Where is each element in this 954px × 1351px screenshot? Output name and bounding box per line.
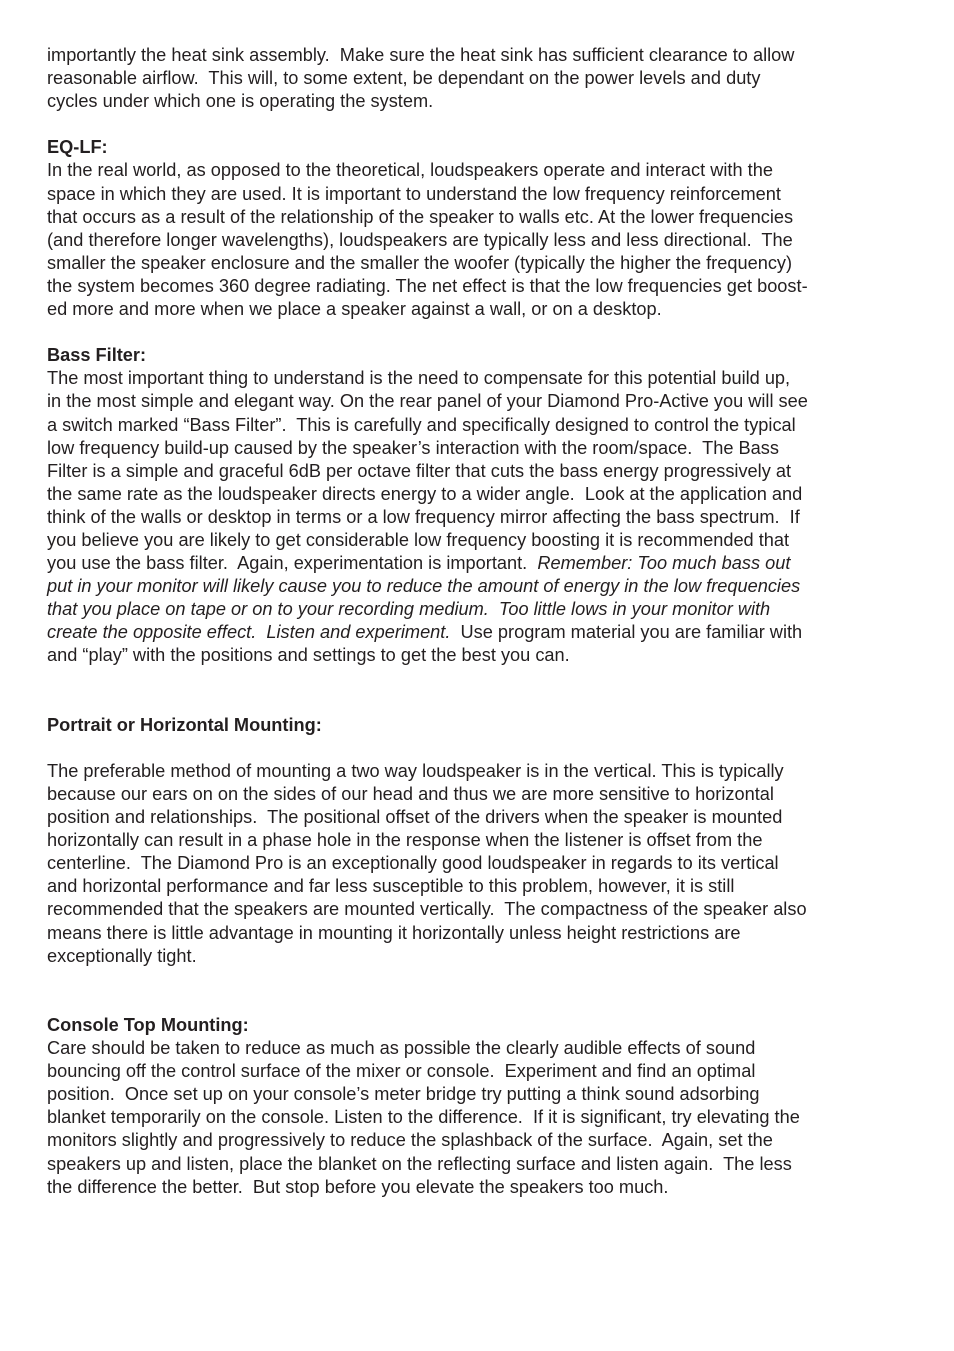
text-line: bouncing off the control surface of the mixer or console. Experiment and find an optimal (47, 1061, 756, 1082)
paragraph-spacer (47, 113, 877, 136)
section-heading: Console Top Mounting: (47, 1014, 249, 1035)
text-line: speakers up and listen, place the blanket on the reflecting surface and listen again. The less (47, 1153, 792, 1174)
text-line: you believe you are likely to get considerable low frequency boosting it is recommended that (47, 529, 790, 550)
text-line: that occurs as a result of the relationship of the speaker to walls etc. At the lower frequencies (47, 206, 794, 227)
italic-note: Remember: Too much bass out (537, 553, 791, 574)
text-line: means there is little advantage in mounting it horizontally unless height restrictions are (47, 922, 741, 943)
text-line: Care should be taken to reduce as much as possible the clearly audible effects of sound (47, 1038, 756, 1059)
text-line: centerline. The Diamond Pro is an exceptionally good loudspeaker in regards to its vertical (47, 853, 779, 874)
text-line: blanket temporarily on the console. Listen to the difference. If it is significant, try elevating the (47, 1107, 800, 1128)
text-line: a switch marked “Bass Filter”. This is carefully and specifically designed to control the typical (47, 414, 796, 435)
text-line: In the real world, as opposed to the theoretical, loudspeakers operate and interact with the (47, 160, 773, 181)
text-line: space in which they are used. It is important to understand the low frequency reinforcement (47, 183, 781, 204)
text-line: recommended that the speakers are mounted vertically. The compactness of the speaker also (47, 899, 807, 920)
text-line: position. Once set up on your console’s meter bridge try putting a think sound adsorbing (47, 1084, 760, 1105)
text-line: and horizontal performance and far less susceptible to this problem, however, it is still (47, 876, 735, 897)
text-line: the system becomes 360 degree radiating. The net effect is that the low frequencies get boost- (47, 275, 808, 296)
text-line: monitors slightly and progressively to reduce the splashback of the surface. Again, set the (47, 1130, 773, 1151)
text-line: cycles under which one is operating the system. (47, 91, 434, 112)
text-line: reasonable airflow. This will, to some extent, be dependant on the power levels and duty (47, 68, 761, 89)
text-line: The preferable method of mounting a two way loudspeaker is in the vertical. This is typically (47, 760, 784, 781)
text-line: position and relationships. The positional offset of the drivers when the speaker is mounted (47, 807, 783, 828)
document-page (47, 44, 877, 1199)
text-run: you use the bass filter. Again, experimentation is important. (47, 553, 538, 574)
paragraph-spacer (47, 321, 877, 344)
paragraph-spacer (47, 737, 877, 760)
text-line: importantly the heat sink assembly. Make sure the heat sink has sufficient clearance to allow (47, 45, 795, 65)
paragraph-spacer (47, 668, 877, 714)
text-line: Filter is a simple and graceful 6dB per octave filter that cuts the bass energy progressively at (47, 460, 792, 481)
text-line (47, 621, 877, 644)
text-line: and “play” with the positions and settings to get the best you can. (47, 645, 570, 666)
text-line: The most important thing to understand is the need to compensate for this potential build up, (47, 368, 791, 389)
portrait-mounting-section (47, 714, 877, 968)
text-line: smaller the speaker enclosure and the smaller the woofer (typically the higher the frequency) (47, 252, 793, 273)
section-heading: Portrait or Horizontal Mounting: (47, 714, 322, 735)
text-run: Use program material you are familiar with (450, 622, 803, 643)
intro-paragraph (47, 44, 877, 113)
text-line: the difference the better. But stop before you elevate the speakers too much. (47, 1176, 669, 1197)
italic-note-line: put in your monitor will likely cause you to reduce the amount of energy in the low frequencies (47, 576, 801, 597)
italic-note: create the opposite effect. Listen and experiment. (47, 622, 451, 643)
text-line: low frequency build-up caused by the speaker’s interaction with the room/space. The Bass (47, 437, 779, 458)
text-line: because our ears on on the sides of our head and thus we are more sensitive to horizontal (47, 784, 774, 804)
italic-note-line: that you place on tape or on to your recording medium. Too little lows in your monitor with (47, 599, 771, 620)
text-line (47, 552, 877, 575)
bass-filter-section (47, 344, 877, 667)
section-heading: Bass Filter: (47, 345, 147, 366)
paragraph-spacer (47, 968, 877, 1014)
text-line: exceptionally tight. (47, 945, 197, 966)
text-line: ed more and more when we place a speaker against a wall, or on a desktop. (47, 299, 662, 320)
text-line: think of the walls or desktop in terms or a low frequency mirror affecting the bass spectrum. If (47, 506, 800, 527)
text-line: horizontally can result in a phase hole in the response when the listener is offset from the (47, 830, 763, 851)
console-mounting-section (47, 1014, 877, 1199)
text-line: the same rate as the loudspeaker directs energy to a wider angle. Look at the application and (47, 483, 803, 504)
eq-lf-section (47, 136, 877, 321)
text-line: in the most simple and elegant way. On the rear panel of your Diamond Pro-Active you will see (47, 391, 808, 412)
section-heading: EQ-LF: (47, 137, 108, 158)
text-line: (and therefore longer wavelengths), loudspeakers are typically less and less directional. The (47, 229, 793, 250)
